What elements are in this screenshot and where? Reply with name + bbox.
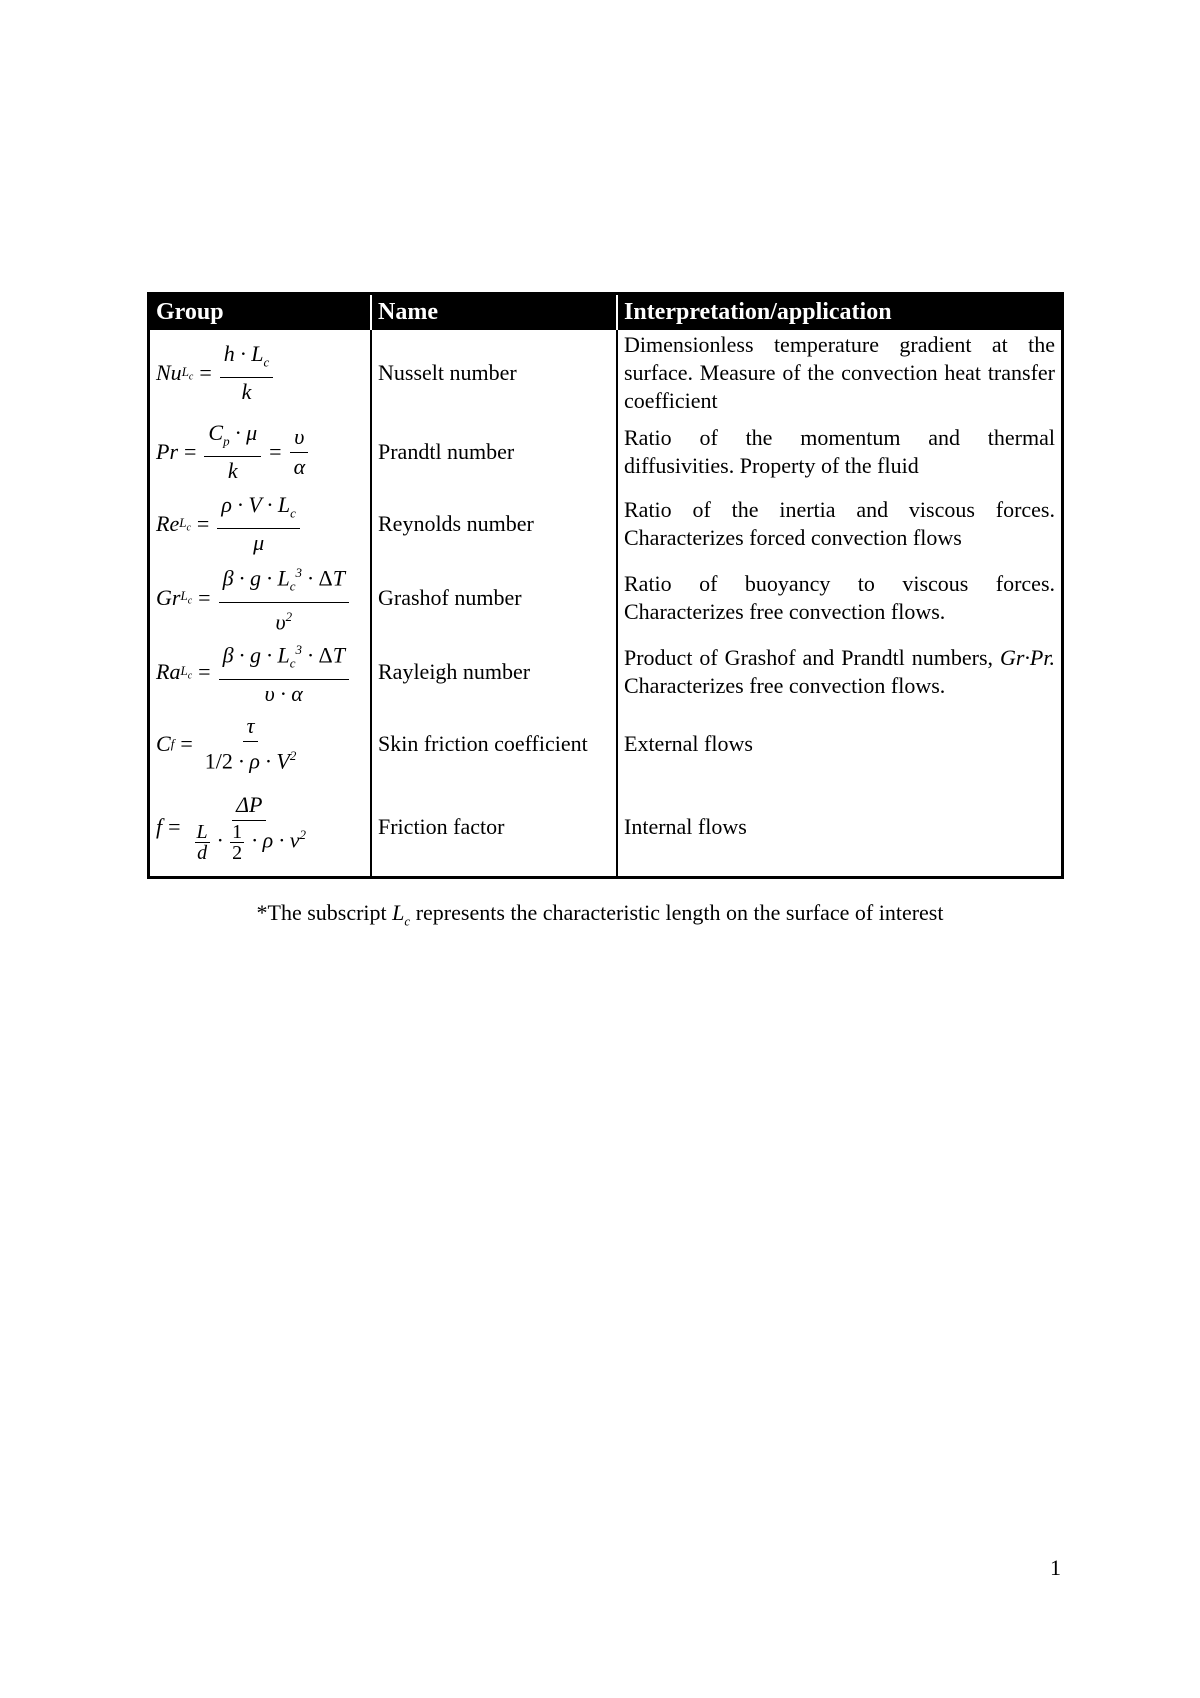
footnote-symbol-letter: L (392, 900, 405, 925)
name-cell: Skin friction coefficient (371, 709, 617, 779)
footnote-text: *The subscript (256, 900, 393, 925)
formula-rayleigh: Ra $L_c$ = $\frac{\beta \cdot g \cdot L_c^3 \cdot \Delta T}{\upsilon \cdot \alpha}$ (149, 635, 372, 709)
table-row (149, 330, 1063, 416)
interpretation-cell (617, 635, 1063, 709)
dimensionless-groups-table (147, 292, 1064, 879)
interpretation-cell: Dimensionless temperature gradient at the surface. Measure of the convection heat transfer coefficient (617, 330, 1063, 416)
interpretation-cell: External flows (617, 709, 1063, 779)
footnote-text: represents the characteristic length on the surface of interest (410, 900, 944, 925)
footnote-symbol (392, 900, 411, 929)
header-interpretation: Interpretation/application (617, 294, 1063, 331)
page-number: 1 (1050, 1555, 1061, 1580)
name-cell: Nusselt number (371, 330, 617, 416)
formula-prandtl: Pr = $\frac{C_p \cdot \mu}{k}$ = $\frac{\upsilon}{\alpha}$ (149, 416, 372, 488)
formula-reynolds: Re $L_c$ = $\frac{\rho \cdot V \cdot L_c}{\mu}$ (149, 488, 372, 560)
header-group: Group (149, 294, 372, 331)
name-cell: Reynolds number (371, 488, 617, 560)
interpretation-cell: Ratio of the inertia and viscous forces. Characterizes forced convection flows (617, 488, 1063, 560)
name-cell: Grashof number (371, 560, 617, 635)
formula-skin-friction: C f = $\frac{\tau}{1/2 \cdot \rho \cdot V^2}$ (156, 713, 297, 774)
interpretation-text: Characterizes free convection flows. (624, 673, 946, 699)
interpretation-math: Gr·Pr. (999, 645, 1055, 671)
formula-grashof: Gr $L_c$ = $\frac{\beta \cdot g \cdot L_c^3 \cdot \Delta T}{\upsilon^2}$ (149, 560, 372, 635)
formula-friction-factor: f = ΔP $\frac{L}{d}$ · $\frac{1}{2}$ · $\rho \cdot v^2$ (156, 791, 306, 864)
footnote-symbol-subscript: c (404, 913, 411, 929)
interpretation-text: Product of Grashof and Prandtl numbers, (624, 645, 1000, 671)
table-header-row (149, 294, 1063, 331)
table-row (149, 779, 1063, 877)
interpretation-cell: Ratio of the momentum and thermal diffusivities. Property of the fluid (617, 416, 1063, 488)
table-row (149, 560, 1063, 635)
table-row (149, 488, 1063, 560)
formula-nusselt: Nu $L_c$ = $\frac{h \cdot L_c}{k}$ (149, 330, 372, 416)
table-row (149, 635, 1063, 709)
header-name: Name (371, 294, 617, 331)
name-cell: Rayleigh number (371, 635, 617, 709)
footnote (0, 900, 1200, 929)
table-row (149, 709, 1063, 779)
interpretation-cell: Ratio of buoyancy to viscous forces. Characterizes free convection flows. (617, 560, 1063, 635)
interpretation-cell: Internal flows (617, 779, 1063, 877)
name-cell: Friction factor (371, 779, 617, 877)
name-cell: Prandtl number (371, 416, 617, 488)
table-row (149, 416, 1063, 488)
